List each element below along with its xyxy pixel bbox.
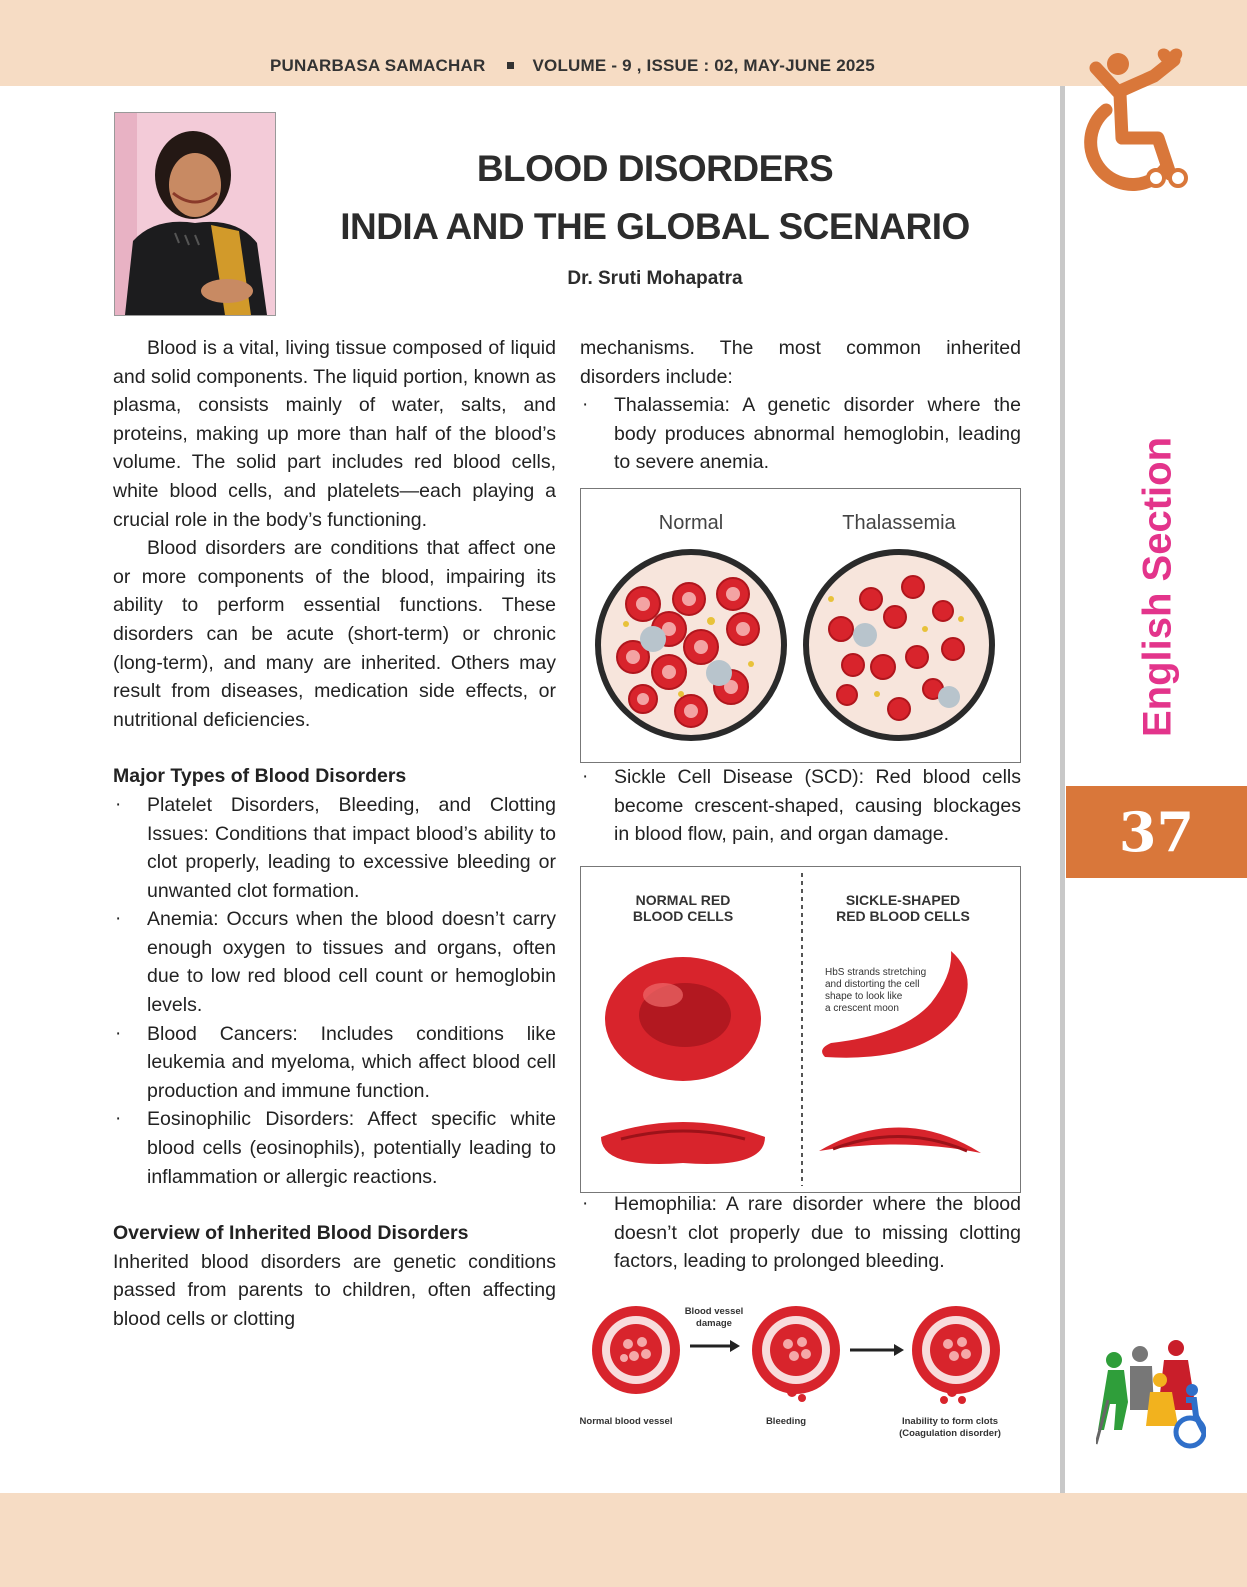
inherited-intro: Inherited blood disorders are genetic conditions passed from parents to children, often affecting blood cells or clotting: [113, 1250, 556, 1330]
bullet-icon: ·: [115, 1022, 122, 1044]
label-sickle-1: SICKLE-SHAPED: [845, 892, 961, 908]
list-item: [580, 1190, 1021, 1276]
list-item: [580, 391, 1021, 477]
sickle-cell-figure: [580, 866, 1021, 1193]
accessibility-group-icon: [1096, 1340, 1206, 1450]
list-item-text: Blood Cancers: Includes conditions like leukemia and myeloma, which affect blood cell production and immune function.: [147, 1022, 556, 1102]
label-normal-red-1: NORMAL RED: [635, 892, 731, 908]
list-item-text: Sickle Cell Disease (SCD): Red blood cells become crescent-shaped, causing blockages in blood flow, pain, and organ damage.: [614, 766, 1021, 846]
publication-name: PUNARBASA SAMACHAR: [270, 56, 486, 75]
list-item-text: Platelet Disorders, Bleeding, and Clotting Issues: Conditions that impact blood’s ability to clot properly, leading to excessive bleeding or unwanted clot formation.: [147, 793, 556, 902]
label-damage-1: Blood vessel: [684, 1306, 744, 1317]
section-label-text: English Section: [1135, 436, 1180, 738]
sidebar-divider: [1060, 86, 1065, 1493]
heading-inherited: Overview of Inherited Blood Disorders: [113, 1222, 469, 1245]
label-normal: Normal: [658, 512, 724, 534]
thalassemia-figure: [580, 488, 1021, 763]
paragraph-1: Blood is a vital, living tissue composed of liquid and solid components. The liquid portion, known as plasma, consists mainly of water, salts, and proteins, making up more than half of the blood’s volume. The solid part includes red blood cells, white blood cells, and platelets—each playing a crucial role in the body’s functioning.: [113, 337, 556, 531]
list-item: [113, 1105, 556, 1191]
label-normal-vessel: Normal blood vessel: [580, 1416, 673, 1427]
sickle-note-4: a crescent moon: [825, 1003, 899, 1014]
bullet-icon: ·: [115, 908, 122, 930]
label-inability-1: Inability to form clots: [901, 1416, 999, 1427]
label-damage-2: damage: [696, 1318, 732, 1329]
label-inability-2: (Coagulation disorder): [899, 1428, 1001, 1439]
page-number: 37: [1066, 786, 1247, 878]
section-label: [1126, 432, 1190, 742]
bullet-icon: ·: [115, 793, 122, 815]
sickle-note-2: and distorting the cell: [825, 979, 920, 990]
right-column-sickle-text: [580, 763, 1021, 849]
author-photo: [114, 112, 276, 316]
list-item-text: Eosinophilic Disorders: Affect specific white blood cells (eosinophils), potentially leading to inflammation or allergic reactions.: [147, 1108, 556, 1188]
list-item-text: Anemia: Occurs when the blood doesn’t carry enough oxygen to tissues and organs, often due to low red blood cell count or hemoglobin levels.: [147, 908, 556, 1017]
article-title: [290, 140, 1020, 256]
list-item-text: Thalassemia: A genetic disorder where the body produces abnormal hemoglobin, leading to severe anemia.: [614, 394, 1021, 474]
title-line-1: BLOOD DISORDERS: [476, 148, 834, 189]
list-item: [580, 763, 1021, 849]
label-normal-red-2: BLOOD CELLS: [632, 908, 734, 924]
wheelchair-logo-icon: [1066, 46, 1196, 196]
heading-major-types: Major Types of Blood Disorders: [113, 765, 407, 788]
hemophilia-figure: [580, 1300, 1021, 1450]
issue-info: VOLUME - 9 , ISSUE : 02, MAY-JUNE 2025: [532, 56, 875, 75]
sickle-note-1: HbS strands stretching: [825, 967, 927, 978]
list-item: [113, 791, 556, 905]
list-item: [113, 1020, 556, 1106]
left-column: [113, 334, 556, 1334]
inherited-continued: mechanisms. The most common inherited disorders include:: [580, 337, 1021, 388]
label-bleeding: Bleeding: [765, 1416, 807, 1427]
right-column-hemophilia-text: [580, 1190, 1021, 1276]
running-header: [270, 56, 875, 76]
right-column-top: [580, 334, 1021, 477]
paragraph-2: Blood disorders are conditions that affect one or more components of the blood, impairing its ability to perform essential functions. These disorders can be acute (short-term) or chronic (long-term), and many are inherited. Others may result from diseases, medication side effects, or nutritional deficiencies.: [113, 537, 556, 731]
separator-square-icon: [507, 62, 514, 69]
bullet-icon: ·: [582, 1193, 589, 1214]
title-line-2: INDIA AND THE GLOBAL SCENARIO: [340, 206, 970, 247]
bullet-icon: ·: [582, 394, 589, 416]
label-sickle-2: RED BLOOD CELLS: [836, 908, 970, 924]
sickle-note-3: shape to look like: [825, 991, 903, 1002]
author-name: Dr. Sruti Mohapatra: [567, 268, 743, 289]
label-thalassemia: Thalassemia: [842, 512, 956, 534]
list-item-text: Hemophilia: A rare disorder where the blood doesn’t clot properly due to missing clotting factors, leading to prolonged bleeding.: [614, 1193, 1021, 1273]
list-item: [113, 905, 556, 1019]
bullet-icon: ·: [115, 1108, 122, 1130]
bullet-icon: ·: [582, 766, 589, 787]
bottom-band: [0, 1493, 1247, 1587]
